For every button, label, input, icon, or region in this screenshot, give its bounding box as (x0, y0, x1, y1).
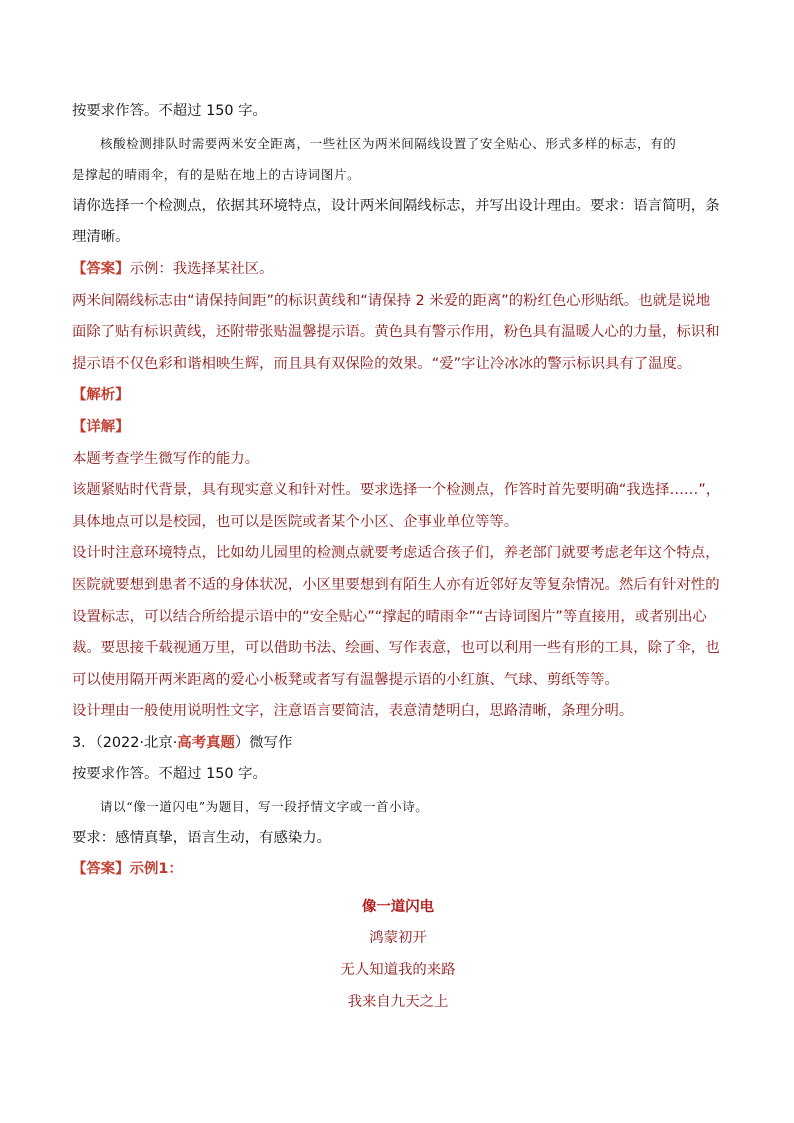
q2-analysis-header (72, 380, 724, 412)
q2-instruction: 按要求作答。不超过 150 字。 (72, 103, 267, 119)
poem-line: 无人知道我的来路 (340, 962, 456, 979)
q3-number: 3． (72, 734, 96, 751)
document-page (72, 96, 724, 1018)
poem-line: 我来自九天之上 (347, 993, 449, 1010)
q3-material: 请以“像一道闪电”为题目，写一段抒情文字或一首小诗。 (100, 799, 429, 815)
q2-detail-paragraph-2: 该题紧贴时代背景，具有现实意义和针对性。要求选择一个检测点，作答时首先要明确“我选择……”，具体地点可以是校园，也可以是医院或者某个小区、企事业单位等等。 (72, 482, 721, 530)
q2-answer-body: 两米间隔线标志由“请保持间距”的标识黄线和“请保持 2 米爱的距离”的粉红色心形贴纸。也就是说地面除了贴有标识黄线，还附带张贴温馨提示语。黄色具有警示作用，粉色具有温暖人心的力量，标识和提示语不仅色彩和谐相映生辉，而且具有双保险的效果。“爱”字让冷冰冰的警示标识具有了温度。 (72, 292, 720, 372)
q3-heading (72, 728, 724, 760)
q3-source-suffix: ）微写作 (234, 734, 293, 751)
q3-requirement: 要求：感情真挚，语言生动，有感染力。 (72, 829, 332, 846)
q3-answer-lead: 示例1： (129, 861, 183, 878)
answer-lead: 示例：我选择某社区。 (129, 260, 274, 277)
q3-source-tag: 高考真题 (177, 734, 235, 751)
q2-detail-paragraph-4: 设计理由一般使用说明性文字，注意语言要简洁，表意清楚明白，思路清晰，条理分明。 (72, 703, 634, 720)
q3-answer-tag: 【答案】 (72, 861, 130, 878)
q2-material-line-1: 核酸检测排队时需要两米安全距离，一些社区为两米间隔线设置了安全贴心、形式多样的标志，有的 (100, 135, 677, 151)
analysis-tag: 【解析】 (72, 387, 130, 404)
q2-prompt: 请你选择一个检测点，依据其环境特点，设计两米间隔线标志，并写出设计理由。要求：语言简明，条理清晰。 (72, 197, 720, 246)
q2-detail-header (72, 412, 724, 444)
q3-instruction: 按要求作答。不超过 150 字。 (72, 766, 267, 783)
answer-tag: 【答案】 (72, 260, 130, 277)
q3-source-prefix: （2022·北京· (95, 734, 178, 751)
detail-tag: 【详解】 (72, 418, 130, 435)
poem-line: 鸿蒙初开 (369, 930, 427, 947)
q2-detail-paragraph-1: 本题考查学生微写作的能力。 (72, 450, 260, 467)
poem-title: 像一道闪电 (362, 898, 434, 915)
q2-detail-paragraph-3: 设计时注意环境特点，比如幼儿园里的检测点就要考虑适合孩子们，养老部门就要考虑老年这个特点，医院就要想到患者不适的身体状况，小区里要想到有陌生人亦有近邻好友等复杂情况。然后有针对性的设置标志，可以结合所给提示语中的“安全贴心”“撑起的晴雨伞”“古诗词图片”等直接用，或者别出心裁。要思接千载视通万里，可以借助书法、绘画、写作表意，也可以利用一些有形的工具，除了伞，也可以使用隔开两米距离的爱心小板凳或者写有温馨提示语的小红旗、气球、剪纸等等。 (72, 545, 720, 688)
q2-material-line-2: 是撑起的晴雨伞，有的是贴在地上的古诗词图片。 (72, 167, 361, 183)
q3-answer-header (72, 854, 724, 886)
q2-answer-header (72, 254, 724, 286)
